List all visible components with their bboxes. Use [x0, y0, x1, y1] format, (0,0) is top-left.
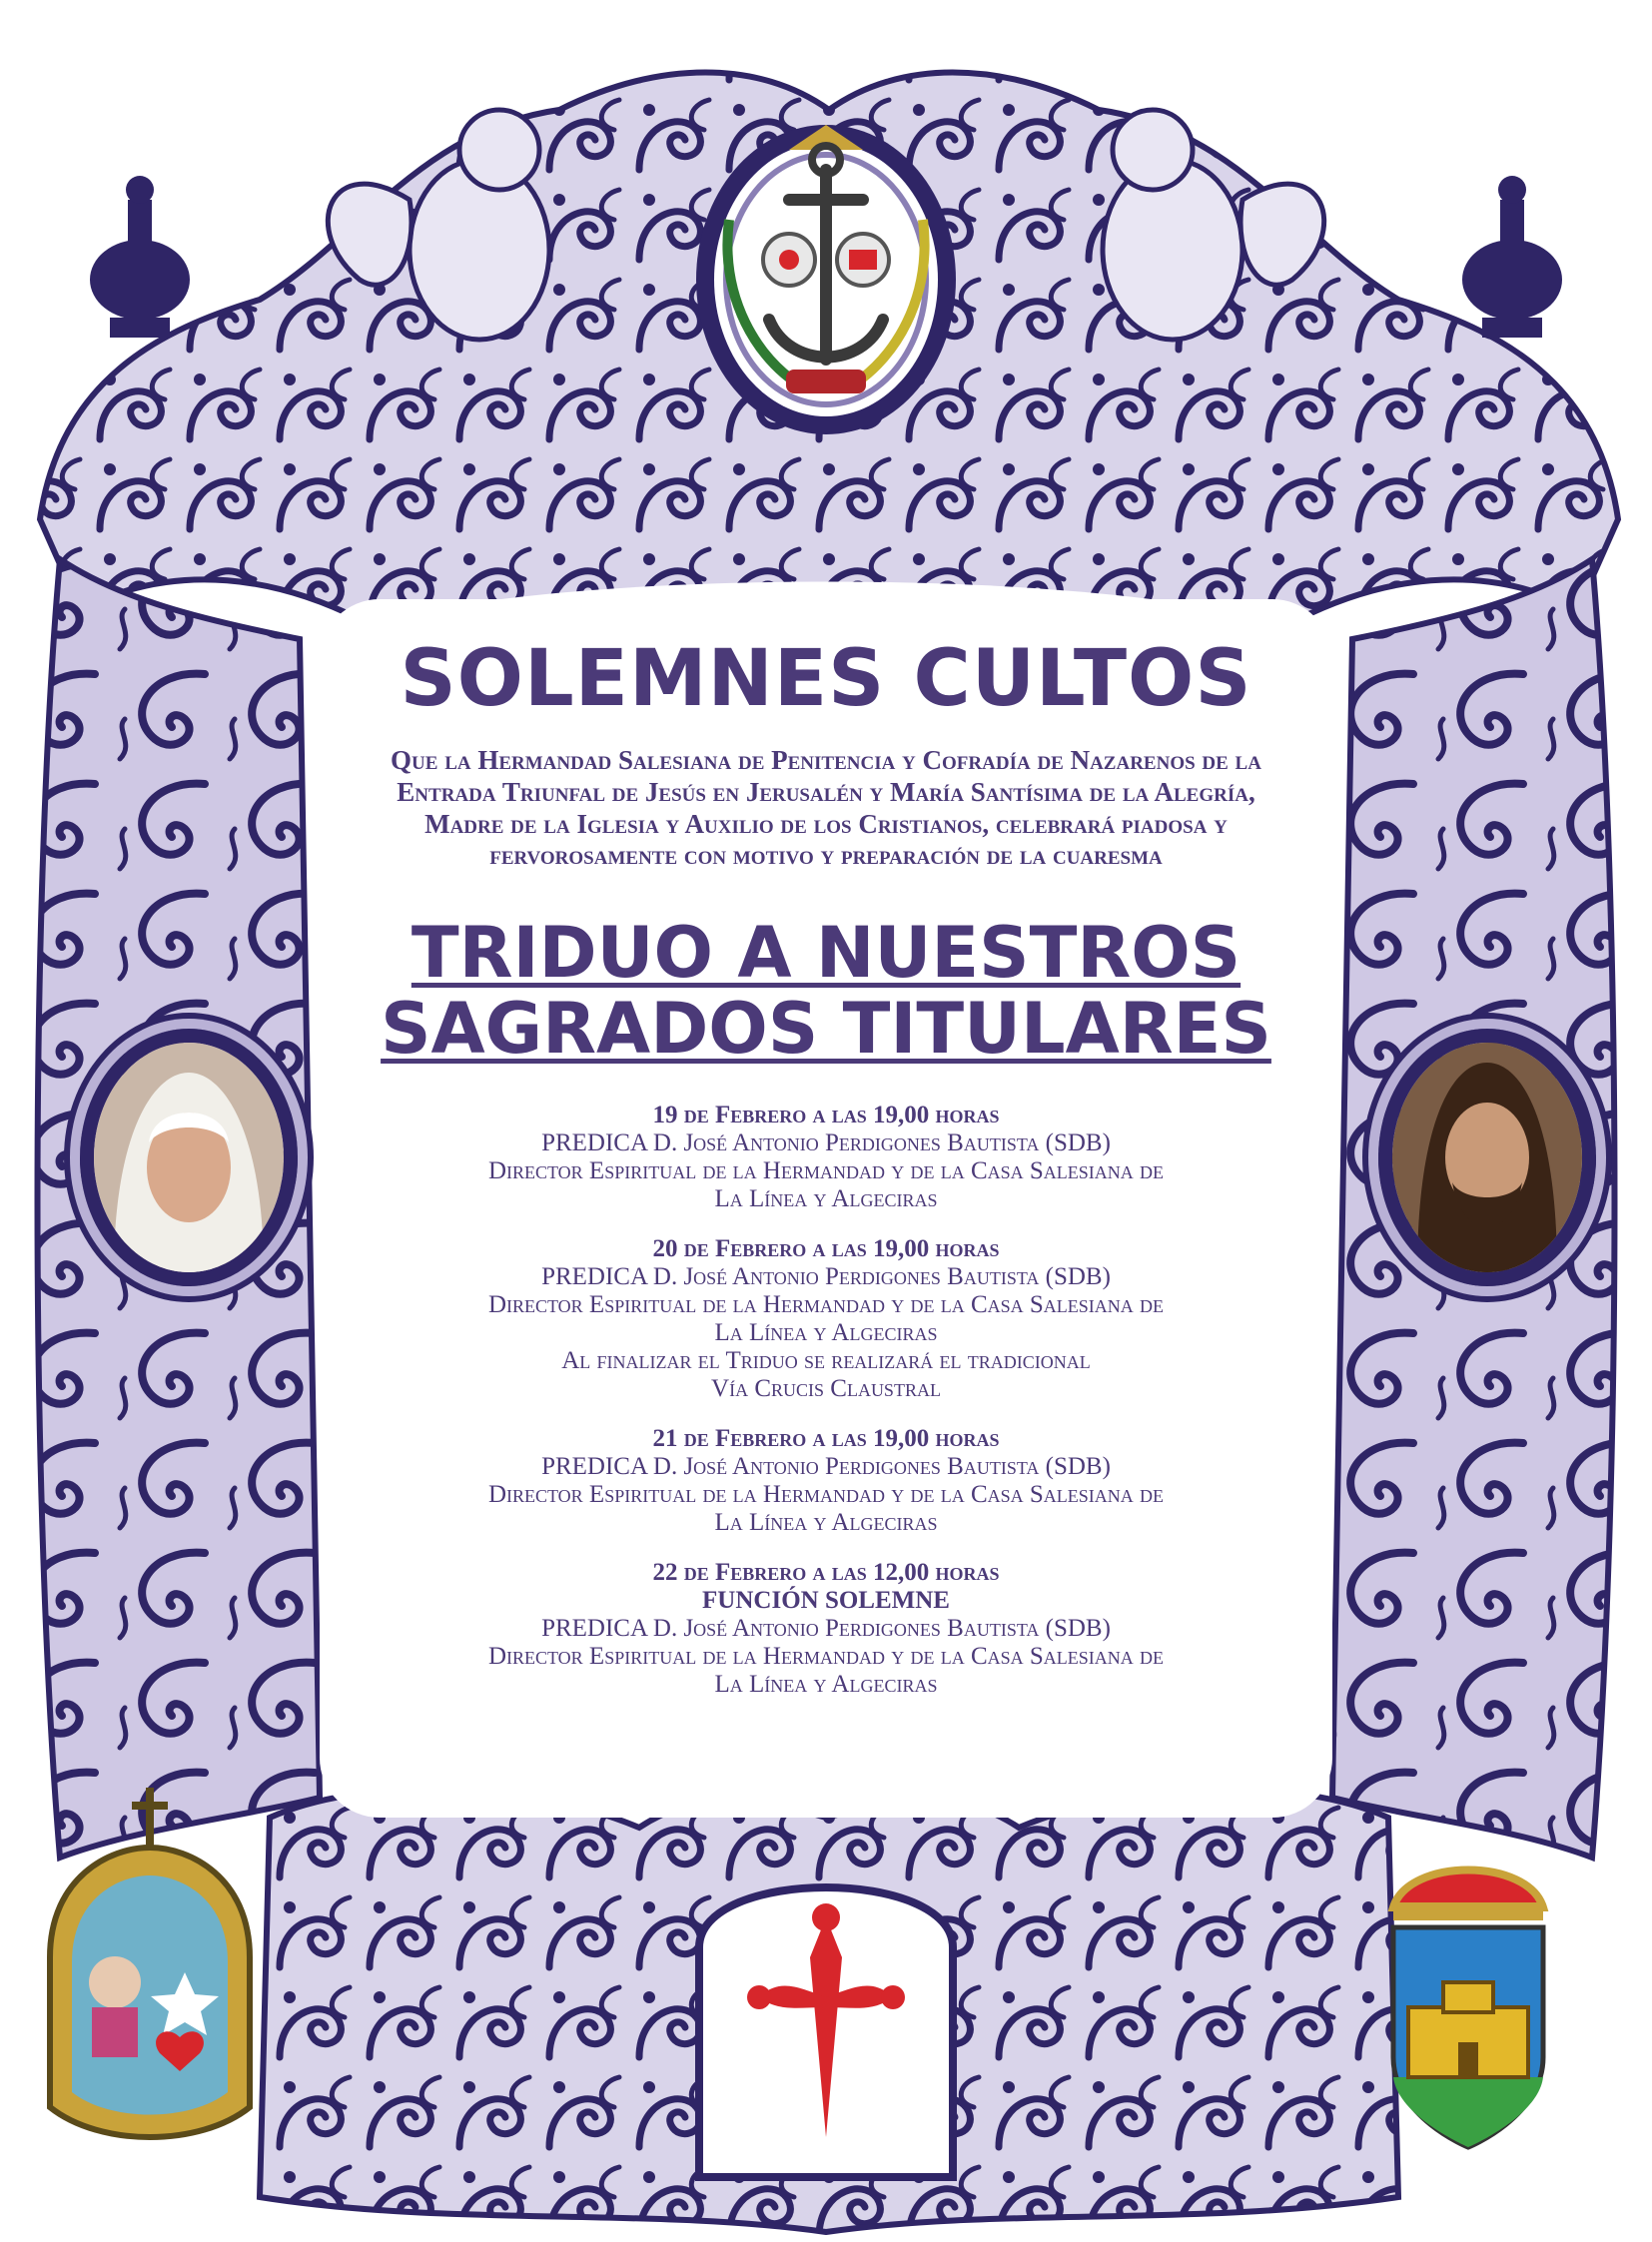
hermandad-crest-icon	[696, 125, 956, 434]
day-event: FUNCIÓN SOLEMNE	[702, 1586, 950, 1614]
virgin-portrait	[80, 1029, 298, 1286]
left-urn-icon	[90, 176, 190, 338]
day-note-2: Vía Crucis Claustral	[711, 1374, 941, 1402]
day-21	[340, 1425, 1312, 1537]
triduo-heading	[340, 912, 1312, 1070]
day-date: 21 de Febrero a las 19,00 horas	[652, 1424, 1000, 1452]
day-20	[340, 1235, 1312, 1403]
day-date: 19 de Febrero a las 19,00 horas	[652, 1101, 1000, 1128]
day-22	[340, 1559, 1312, 1699]
day-note: Al finalizar el Triduo se realizará el tradicional	[561, 1346, 1091, 1374]
main-text	[340, 634, 1312, 1721]
santiago-cross-icon	[699, 1887, 953, 2177]
day-preacher: PREDICA D. José Antonio Perdigones Bautista (SDB)	[541, 1614, 1111, 1642]
day-role: Director Espiritual de la Hermandad y de la Casa Salesiana de	[487, 1480, 1165, 1508]
triduo-heading-line1: TRIDUO A NUESTROS	[411, 912, 1241, 995]
town-coat-of-arms-icon	[1393, 1870, 1543, 2148]
day-date: 20 de Febrero a las 19,00 horas	[652, 1234, 1000, 1262]
jesus-portrait	[1378, 1029, 1596, 1286]
day-date: 22 de Febrero a las 12,00 horas	[652, 1558, 1000, 1586]
day-role: Director Espiritual de la Hermandad y de la Casa Salesiana de	[487, 1290, 1165, 1318]
day-role-place: La Línea y Algeciras	[714, 1670, 938, 1698]
day-role: Director Espiritual de la Hermandad y de la Casa Salesiana de	[487, 1642, 1165, 1670]
day-19	[340, 1102, 1312, 1213]
day-role: Director Espiritual de la Hermandad y de la Casa Salesiana de	[487, 1156, 1165, 1184]
intro-paragraph: Que la Hermandad Salesiana de Penitencia y Cofradía de Nazarenos de la Entrada Triunfal de Jesús en Jerusalén y María Santísima de la Alegría, Madre de la Iglesia y Auxilio de los Cristianos, celebrará piadosa y fervorosamente con motivo y preparación de la cuaresma	[391, 744, 1261, 871]
day-preacher: PREDICA D. José Antonio Perdigones Bautista (SDB)	[541, 1262, 1111, 1290]
day-role-place: La Línea y Algeciras	[714, 1318, 938, 1346]
right-urn-icon	[1462, 176, 1562, 338]
triduo-heading-line2: SAGRADOS TITULARES	[381, 987, 1271, 1070]
day-role-place: La Línea y Algeciras	[714, 1508, 938, 1536]
day-preacher: PREDICA D. José Antonio Perdigones Bautista (SDB)	[541, 1452, 1111, 1480]
day-role-place: La Línea y Algeciras	[714, 1184, 938, 1212]
day-preacher: PREDICA D. José Antonio Perdigones Bautista (SDB)	[541, 1128, 1111, 1156]
page-title: SOLEMNES CULTOS	[400, 634, 1252, 724]
